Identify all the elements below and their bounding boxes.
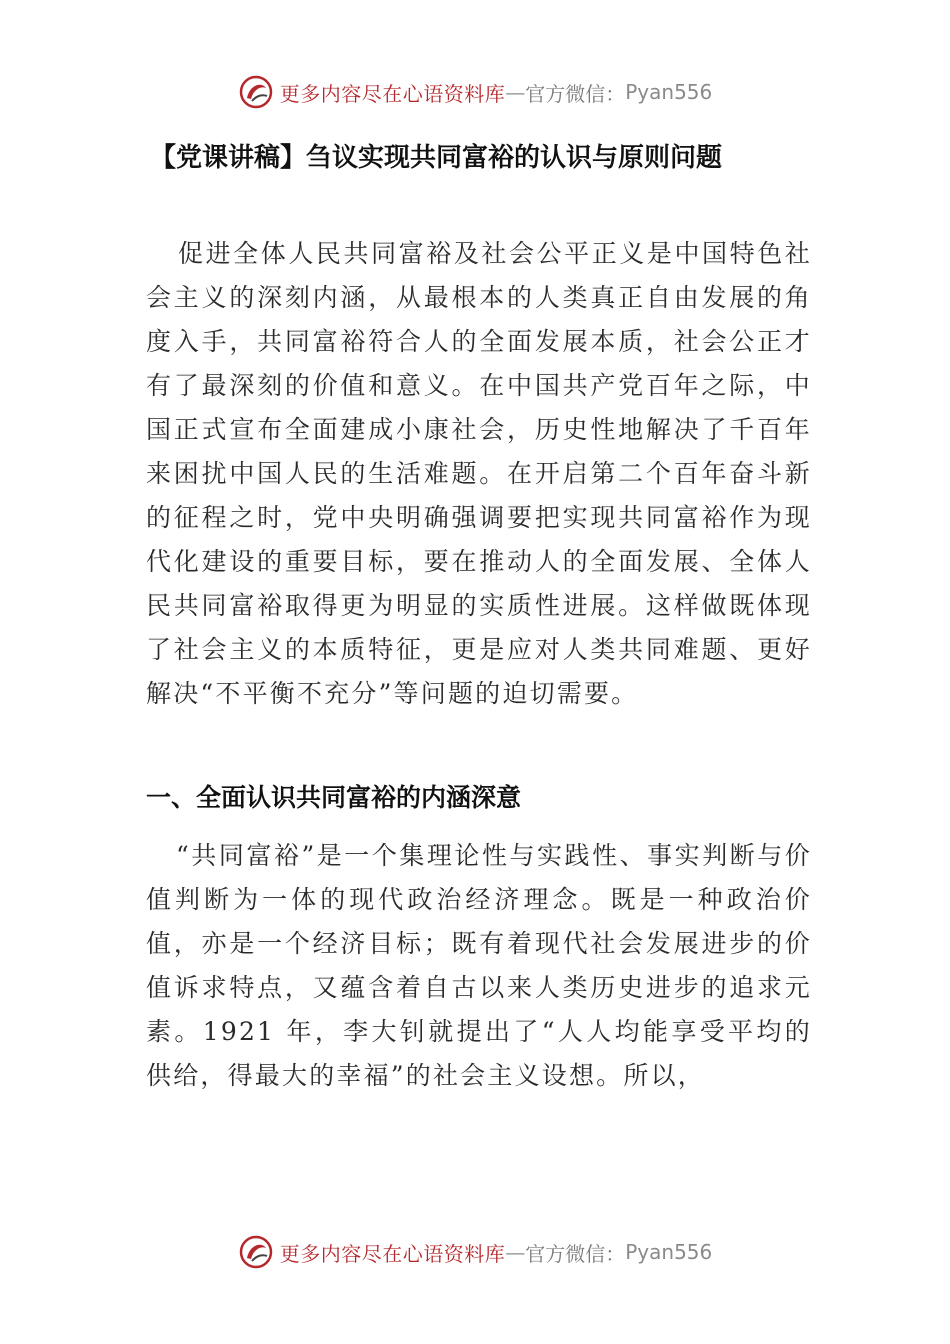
watermark-wechat-label: 官方微信： (525, 81, 626, 106)
document-title: 【党课讲稿】刍议实现共同富裕的认识与原则问题 (150, 143, 723, 173)
body-paragraph-2: “共同富裕”是一个集理论性与实践性、事实判断与价值判断为一体的现代政治经济理念。既是一种政治价值，亦是一个经济目标；既有着现代社会发展进步的价值诉求特点，又蕴含着自古以来人类历史进步的追求元素。1921 年，李大钊就提出了“人人均能享受平均的供给，得最大的幸福”的社会主义设想。所以， (146, 841, 812, 1090)
brand-logo-icon (238, 74, 274, 110)
watermark-brand-text: 更多内容尽在心语资料库 (279, 1241, 506, 1266)
watermark-wechat-id: Pyan556 (625, 1240, 713, 1264)
watermark-separator: — (505, 80, 526, 104)
footer-watermark (0, 1232, 950, 1272)
body-paragraph-1: 促进全体人民共同富裕及社会公平正义是中国特色社会主义的深刻内涵，从最根本的人类真正自由发展的角度入手，共同富裕符合人的全面发展本质，社会公正才有了最深刻的价值和意义。在中国共产党百年之际，中国正式宣布全面建成小康社会，历史性地解决了千百年来困扰中国人民的生活难题。在开启第二个百年奋斗新的征程之时，党中央明确强调要把实现共同富裕作为现代化建设的重要目标，要在推动人的全面发展、全体人民共同富裕取得更为明显的实质性进展。这样做既体现了社会主义的本质特征，更是应对人类共同难题、更好解决“不平衡不充分”等问题的迫切需要。 (146, 239, 812, 708)
watermark-brand-text: 更多内容尽在心语资料库 (279, 81, 506, 106)
watermark-wechat-id: Pyan556 (625, 80, 713, 104)
section-heading-1: 一、全面认识共同富裕的内涵深意 (146, 783, 522, 812)
header-watermark (0, 72, 950, 112)
watermark-separator: — (505, 1240, 526, 1264)
watermark-wechat-label: 官方微信： (525, 1241, 626, 1266)
brand-logo-icon (238, 1234, 274, 1270)
